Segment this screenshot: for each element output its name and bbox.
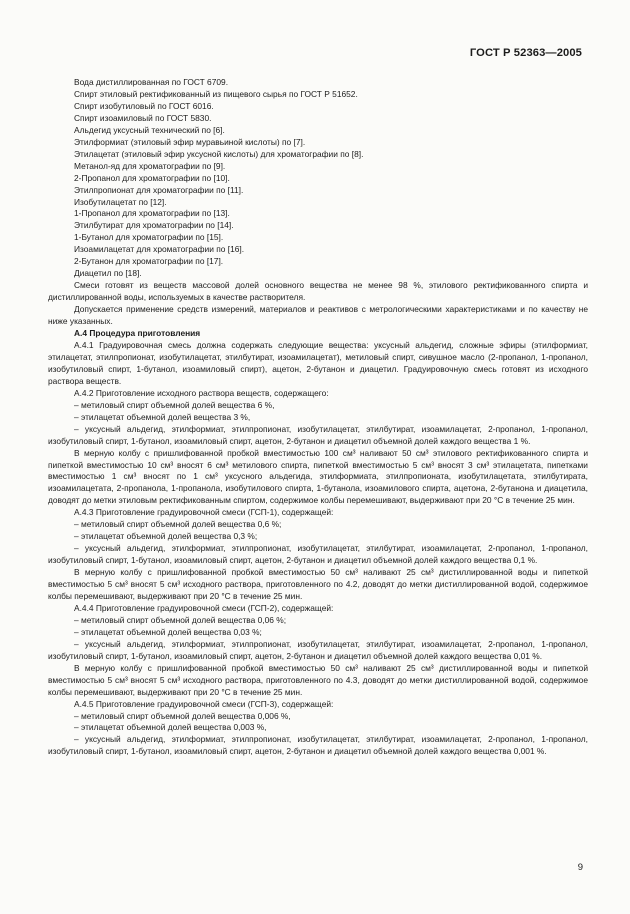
list-item: – метиловый спирт объемной долей вещества 6 %, (74, 399, 275, 410)
section-heading: А.4 Процедура приготовления (74, 328, 201, 339)
paragraph: Этилбутират для хроматографии по [14]. (74, 220, 234, 231)
list-item: – уксусный альдегид, этилформиат, этилпропионат, изобутилацетат, этилбутират, изоамилацетат, 2-пропанол, 1-пропанол, изобутиловый спирт, 1-бутанол, изоамиловый спирт, ацетон, 2-бутанон и диацетил объемной долей каждого вещества 0,01 %. (48, 638, 588, 661)
paragraph: Изоамилацетат для хроматографии по [16]. (74, 244, 245, 255)
list-item: – этилацетат объемной долей вещества 0,03 %; (74, 626, 262, 637)
paragraph: 1-Пропанол для хроматографии по [13]. (74, 208, 230, 219)
paragraph: 2-Пропанол для хроматографии по [10]. (74, 172, 230, 183)
list-item: – уксусный альдегид, этилформиат, этилпропионат, изобутилацетат, этилбутират, изоамилацетат, 2-пропанол, 1-пропанол, изобутиловый спирт, 1-бутанол, изоамиловый спирт, ацетон, 2-бутанон и диацетил объемной долей каждого вещества 1 %. (48, 423, 588, 446)
paragraph: Допускается применение средств измерений, материалов и реактивов с метрологическими характеристиками и по качеству не ниже указанных. (48, 304, 588, 327)
paragraph: 1-Бутанол для хроматографии по [15]. (74, 232, 224, 243)
paragraph: Метанол-яд для хроматографии по [9]. (74, 160, 226, 171)
paragraph: Этилацетат (этиловый эфир уксусной кислоты) для хроматографии по [8]. (74, 148, 364, 159)
paragraph: Диацетил по [18]. (74, 268, 142, 279)
paragraph: Этилформиат (этиловый эфир муравьиной кислоты) по [7]. (74, 136, 306, 147)
paragraph: Изобутилацетат по [12]. (74, 196, 167, 207)
list-item: – уксусный альдегид, этилформиат, этилпропионат, изобутилацетат, этилбутират, изоамилацетат, 2-пропанол, 1-пропанол, изобутиловый спирт, 1-бутанол, изоамиловый спирт, ацетон, 2-бутанон и диацетил объемной долей каждого вещества 0,1 %. (48, 543, 588, 566)
list-item: – этилацетат объемной долей вещества 0,003 %, (74, 722, 267, 733)
list-item: – метиловый спирт объемной долей вещества 0,6 %; (74, 519, 282, 530)
list-item: – метиловый спирт объемной долей вещества 0,006 %, (74, 710, 291, 721)
paragraph: В мерную колбу с пришлифованной пробкой вместимостью 50 см³ наливают 25 см³ дистиллированной воды и пипеткой вместимостью 5 см³ вносят 5 см³ исходного раствора, приготовленного по 4.2, доводят до метки дистиллированной водой, содержимое колбы перемешивают, выдерживают при 20 °С в течение 25 мин. (48, 567, 588, 601)
paragraph: В мерную колбу с пришлифованной пробкой вместимостью 100 см³ наливают 50 см³ этилового ректификованного спирта и пипеткой вместимостью 10 см³ вносят 6 см³ метилового спирта, пипеткой вместимостью 5 см³ вносят 3 см³ этилацетата, пипетками вместимостью 1 см³ вносят по 1 см³ уксусного альдегида, этилформиата, этилпропионата, изобутилацетата, этилбутирата, изоамилацетата, 2-пропанола, 1-пропанола, изобутилового спирта, 1-бутанола, изоамилового спирта, ацетона, 2-бутанона и диацетила, доводят до метки этиловым ректификованным спиртом, содержимое колбы перемешивают, выдерживают при 20 °С в течение 25 мин. (48, 447, 588, 506)
paragraph: Этилпропионат для хроматографии по [11]. (74, 184, 244, 195)
paragraph: В мерную колбу с пришлифованной пробкой вместимостью 50 см³ наливают 25 см³ дистиллированной воды и пипеткой вместимостью 5 см³ вносят 5 см³ исходного раствора, приготовленного по 4.3, доводят до метки дистиллированной водой, содержимое колбы перемешивают, выдерживают при 20 °С в течение 25 мин. (48, 662, 588, 697)
page-number: 9 (577, 862, 583, 873)
list-item: – этилацетат объемной долей вещества 3 %, (74, 411, 251, 422)
paragraph: 2-Бутанон для хроматографии по [17]. (74, 256, 224, 267)
paragraph: А.4.5 Приготовление градуировочной смеси (ГСП-3), содержащей: (74, 698, 334, 709)
list-item: – метиловый спирт объемной долей вещества 0,06 %; (74, 614, 287, 625)
list-item: – этилацетат объемной долей вещества 0,3 %; (74, 531, 258, 542)
paragraph: Спирт изоамиловый по ГОСТ 5830. (74, 112, 212, 123)
paragraph: А.4.2 Приготовление исходного раствора веществ, содержащего: (74, 387, 329, 398)
paragraph: А.4.3 Приготовление градуировочной смеси (ГСП-1), содержащей: (74, 507, 334, 518)
paragraph: А.4.4 Приготовление градуировочной смеси (ГСП-2), содержащей: (74, 602, 334, 613)
paragraph: Смеси готовят из веществ массовой долей основного вещества не менее 98 %, этилового ректификованного спирта и дистиллированной воды, используемых в качестве растворителя. (48, 280, 588, 303)
document-body (48, 77, 588, 758)
list-item: – уксусный альдегид, этилформиат, этилпропионат, изобутилацетат, этилбутират, изоамилацетат, 2-пропанол, 1-пропанол, изобутиловый спирт, 1-бутанол, изоамиловый спирт, ацетон, 2-бутанон и диацетил объемной долей каждого вещества 0,001 %. (48, 734, 588, 757)
paragraph: Спирт этиловый ректификованный из пищевого сырья по ГОСТ Р 51652. (74, 88, 358, 99)
paragraph: Альдегид уксусный технический по [6]. (74, 124, 225, 135)
paragraph: Спирт изобутиловый по ГОСТ 6016. (74, 100, 214, 111)
standard-number: ГОСТ Р 52363—2005 (469, 47, 582, 59)
paragraph: Вода дистиллированная по ГОСТ 6709. (74, 77, 229, 87)
paragraph: А.4.1 Градуировочная смесь должна содержать следующие вещества: уксусный альдегид, сложные эфиры (этилформиат, этилацетат, этилпропионат, изобутилацетат, этилбутират, изоамилацетат), метиловый спирт, сивушное масло (2-пропанол, 1-пропанол, изобутиловый спирт, 1-бутанол, изоамиловый спирт), ацетон, 2-бутанон и диацетил. Градуировочную смесь готовят из исходного раствора веществ. (48, 339, 588, 386)
